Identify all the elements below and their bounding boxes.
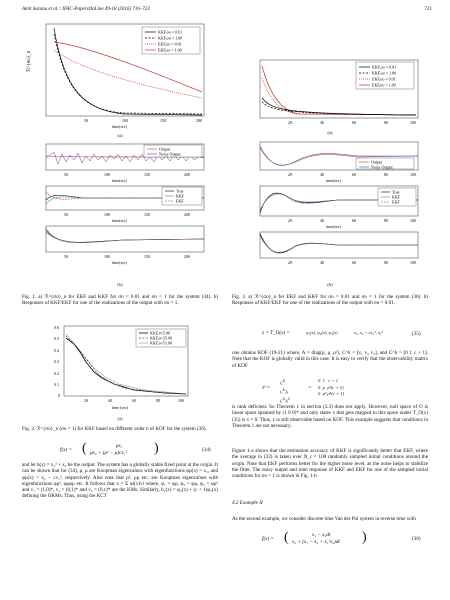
fig3b-sublabel: (b) — [327, 282, 333, 287]
fig1b-legend-kkf: KKF — [176, 193, 185, 199]
fig1a-sublabel: (a) — [117, 133, 123, 138]
fig1b-xtick-a0: 50 — [64, 172, 68, 177]
fig3b-xtick-b4: 100 — [410, 218, 416, 223]
fig2-ytick-4: 0.2 — [54, 371, 59, 376]
fig3b-xtick-b3: 80 — [384, 218, 388, 223]
fig2-legend-2: KKF,n=51.00 — [150, 340, 172, 346]
fig1b-xtick-c1: 100 — [104, 254, 110, 259]
eq36-top: x₁ − x₂dt — [312, 532, 331, 538]
eq34 — [60, 443, 210, 457]
fig3b-xtick-c3: 80 — [384, 260, 388, 265]
fig3b-xlabel-a: time(sec) — [326, 178, 341, 183]
fig3b-legend-kkf: KKF — [392, 194, 401, 200]
fig2-xtick-3: 80 — [156, 398, 160, 403]
fig2-caption: Fig. 2. ℛ^{σo}_n (σo = 1) for KKF based on different order n of KOF for the system (36). — [22, 426, 207, 432]
fig1b-xlabel-c: time(sec) — [112, 260, 127, 265]
fig2-xtick-1: 40 — [108, 398, 112, 403]
fig3b-legend-noisy: Noisy Output — [371, 164, 393, 170]
fig3b-xlabel-b: time(sec) — [326, 224, 341, 229]
fig1b-xtick-b1: 100 — [104, 212, 110, 217]
fig3a-legend-2: EKF,σo = 0.01 — [372, 76, 396, 82]
fig3a-xtick-0: 20 — [288, 120, 292, 125]
fig1a-legend-0: KKF,σo = 0.01 — [158, 29, 183, 35]
eq34-bot: μx₂ + (ρ² − μ)cx₁² — [90, 450, 127, 456]
fig3a-legend-0: KKF,σo = 0.01 — [372, 64, 397, 70]
observability-matrix — [262, 378, 412, 404]
fig3a-xtick-3: 80 — [384, 120, 388, 125]
fig1b-xtick-a2: 150 — [144, 172, 150, 177]
fig3b-xtick-a0: 20 — [288, 172, 292, 177]
right-paragraph-3: Figure 1-a shows that the estimation accuracy of KKF is significantly better that EKF, where the average in (33) is taken over N_r = 100 randomly sampled initial conditions around the origin. Note that EKF performs better for the higher noise level, as the noise helps to stabilize the filter. The noisy output and time response of KKF and EKF for one of the sampled initial conditions for σo = 1 is shown in Fig. 1-b. — [232, 448, 428, 480]
right-paragraph-1: one obtains KOF (19-21) where, A = diag(ρ, μ, ρ²), C^h = [v₁ v₂ v₃], and C^h = [0 1 c + 1]. Note that the KOF is globally valid in this case. It is easy to verify that the observability matrix of KOF — [232, 350, 428, 369]
fig1a-plot — [24, 20, 210, 132]
fig1b-legend-noisy: Noisy Output — [159, 151, 181, 157]
obs-col1: $C^h$ $C^hA$ $C^hA^2$ — [280, 379, 290, 404]
fig1b-sublabel: (b) — [117, 282, 123, 287]
fig3b-plot — [238, 140, 422, 268]
eq36 — [262, 532, 412, 546]
eq36-number: (36) — [412, 536, 421, 542]
fig2-xtick-2: 60 — [132, 398, 136, 403]
fig3b-xtick-c4: 100 — [410, 260, 416, 265]
page-number: 721 — [424, 7, 432, 12]
obs-eq: = — [308, 385, 312, 391]
fig2-xlabel: time (sec) — [112, 405, 128, 410]
fig3b-xtick-b2: 60 — [352, 218, 356, 223]
eq34-bracket-close: ) — [154, 441, 159, 456]
fig3a-legend-1: KKF,σo = 1.00 — [372, 70, 397, 76]
fig3b-legend-ekf: EKF — [392, 199, 400, 205]
fig1a-xtick-0: 50 — [84, 118, 88, 123]
fig1b-xlabel-a: time(sec) — [112, 178, 127, 183]
eq35-mid: φ₁(x), φ₂(x), φ₃(x) — [306, 330, 338, 335]
fig3b-xtick-b0: 20 — [288, 218, 292, 223]
fig1b-plot — [24, 142, 210, 266]
fig1b-xtick-a1: 100 — [104, 172, 110, 177]
obs-lhs: 𝒪 = — [262, 385, 271, 391]
fig1b-legend-ekf: EKF — [176, 198, 184, 204]
fig3b-xtick-a4: 100 — [410, 172, 416, 177]
eq36-bracket-open: ( — [284, 530, 289, 545]
eq36-lhs: f(x) = — [262, 536, 274, 542]
fig1a-xlabel: time(sec) — [112, 124, 127, 129]
fig1b-xtick-b3: 200 — [184, 212, 190, 217]
obs-col2: 0 1 c + 1 0 μ ρ²(c + 1) 0 μ² ρ⁴(c + 1) — [318, 378, 345, 396]
fig3b-xtick-a1: 40 — [320, 172, 324, 177]
fig2-xtick-0: 20 — [84, 398, 88, 403]
eq36-bot: x₂ + (x₁ − x₂ + x₁²x₂)dt — [292, 539, 340, 545]
fig1b-legend-true: True — [176, 188, 184, 194]
fig2-legend-0: KKF,n=5.00 — [150, 330, 170, 336]
fig1a-xtick-3: 200 — [196, 118, 202, 123]
fig2-sublabel: (a) — [117, 416, 123, 421]
fig3a-xtick-4: 100 — [410, 120, 416, 125]
fig2-xtick-4: 100 — [178, 398, 184, 403]
fig3b-xtick-c1: 40 — [320, 260, 324, 265]
fig1b-xtick-c2: 150 — [144, 254, 150, 259]
fig1a-legend-1: KKF,σo = 1.00 — [158, 35, 183, 41]
fig1a-ylabel: ℛ^{σo}_n — [27, 50, 32, 72]
fig2-ytick-3: 0.3 — [54, 359, 59, 364]
fig2-ytick-5: 0.1 — [54, 382, 59, 387]
left-paragraph-1: and let h(x) = x₁² + x₂ be the output. The system has a globally stable fixed point at the origin. It can be shown that for (34), ρ, μ are Koopman eigenvalues with eigenfunctions φρ(x) = x₁, and φμ(x) = x₂ − cx₁², respectively. Also note that ρ², μρ etc. are Koopman eigenvalues with eigenfunctions φρ², φρφμ etc. It follows that x = Σ φi(x)vi where, φ₁ = φρ, φ₂ = φμ, φ₃ = φρ² and v₁ = (1,0)*, v₂ = (0,1)* and v₃ = (0,c)* are the KMs. Similarly, h₁(x) = φ₂(x) + (c + 1)φ₃(x) defining the OKMs. Thus, using the KCT — [22, 462, 218, 500]
eq34-bracket-open: ( — [82, 441, 87, 456]
section-heading: 4.2 Example II — [232, 500, 263, 506]
running-header — [22, 7, 432, 12]
eq34-number: (34) — [202, 447, 211, 453]
eq36-bracket-close: ) — [362, 530, 367, 545]
eq35 — [262, 322, 412, 346]
fig1a-legend-3: EKF,σo = 1.00 — [158, 47, 182, 53]
eq34-top: ρx₁ — [116, 443, 123, 449]
fig3a-plot — [238, 58, 422, 128]
fig3b-legend-output: Output — [371, 159, 383, 165]
right-paragraph-2: is rank deficient. So Theorem 1 in section (3.3) does not apply. However, null space of O is linear space spanned by (1 0 0)* and only states x that gets mapped to this space under T_O(x) (35) is x = 0. Thus, x is still observable based on KOF. This example suggests that conditions in Theorem 1 are not necessary. — [232, 404, 428, 429]
eq35-rhs: x₁, x₂ − cx₁², x₁² — [354, 330, 383, 335]
fig3b-legend-true: True — [392, 189, 400, 195]
fig1b-xtick-b0: 50 — [64, 212, 68, 217]
right-paragraph-4: As the second example, we consider discrete time Van der Pol system in reverse time with — [232, 516, 416, 522]
fig1a-legend — [142, 27, 200, 54]
fig2-plot — [24, 322, 210, 412]
fig2-legend-1: KKF,n=25.00 — [150, 335, 172, 341]
fig3b-xtick-a2: 60 — [352, 172, 356, 177]
fig1a-xtick-2: 150 — [160, 118, 166, 123]
running-title: Amit Surana et al. / IFAC-PapersOnLine 49-18 (2016) 716–723 — [22, 7, 150, 12]
fig1-caption: Fig. 1. a) ℛ^{σo}_n for EKF and KKF for σo = 0.01 and σo = 1 for the system (34). b) Responses of KKF/EKF for one of the realizations of the output with σo = 1. — [22, 294, 218, 307]
fig1b-xtick-b2: 150 — [144, 212, 150, 217]
fig2-ytick-0: 0.6 — [54, 325, 59, 330]
fig3b-xtick-b1: 40 — [320, 218, 324, 223]
fig1b-legend-output: Output — [159, 146, 171, 152]
eq35-number: (35) — [412, 331, 421, 337]
fig1b-xtick-c0: 50 — [64, 254, 68, 259]
fig2-ytick-1: 0.5 — [54, 336, 59, 341]
fig3a-xtick-2: 60 — [352, 120, 356, 125]
fig1b-xtick-a3: 200 — [184, 172, 190, 177]
fig1b-xlabel-b: time(sec) — [112, 218, 127, 223]
fig3b-xtick-a3: 80 — [384, 172, 388, 177]
fig3b-xtick-c0: 20 — [288, 260, 292, 265]
fig2-ytick-6: 0 — [58, 393, 60, 398]
fig3a-sublabel: (a) — [327, 130, 333, 135]
fig3b-xtick-c2: 60 — [352, 260, 356, 265]
eq35-lhs: z = T_O(x) = — [262, 330, 290, 336]
fig1b-xtick-c3: 200 — [184, 254, 190, 259]
fig1a-legend-2: EKF,σo = 0.01 — [158, 41, 182, 47]
fig2-ytick-2: 0.4 — [54, 348, 59, 353]
fig3a-xtick-1: 40 — [320, 120, 324, 125]
fig3-caption: Fig. 3. a) ℛ^{σo}_n for EKF and KKF for σo = 0.01 and σo = 1 for the system (36). b) Responses of KKF/EKF for one of the realizations of the output with σo = 0.01. — [232, 294, 428, 307]
eq34-lhs: f(x) = — [60, 447, 72, 453]
fig3a-legend-3: EKF,σo = 1.00 — [372, 82, 396, 88]
fig1a-xtick-1: 100 — [122, 118, 128, 123]
